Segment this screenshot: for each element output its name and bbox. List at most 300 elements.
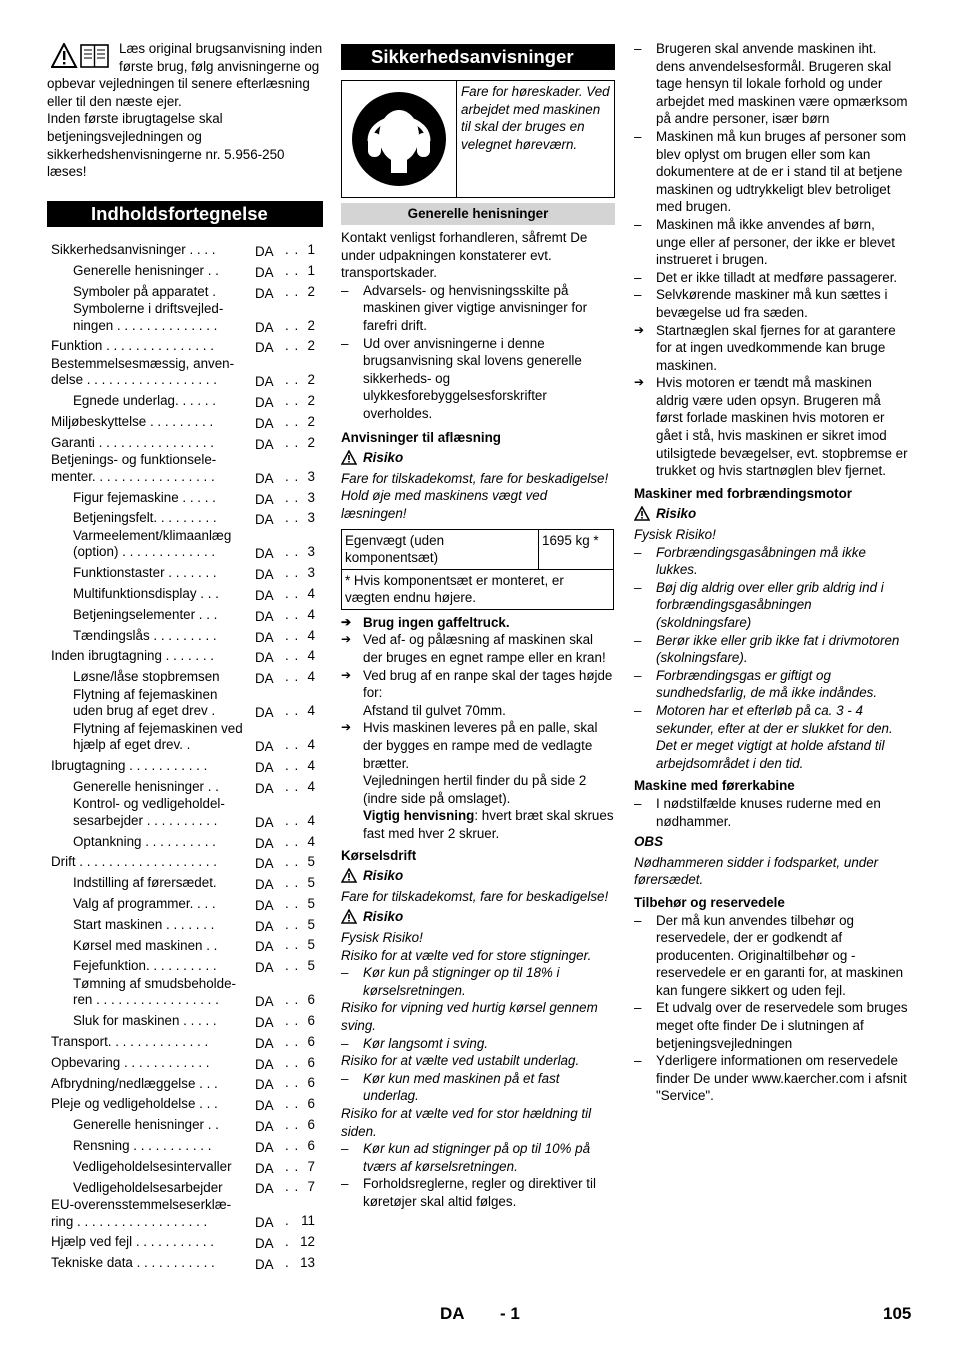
toc-entry-title: Tændingslås . . . . . . . . . [73,627,217,643]
toc-entry-title: Optankning . . . . . . . . . . [73,833,216,849]
risk-text: Risiko [363,909,404,925]
toc-entry[interactable] [47,873,323,894]
intro-text-2: Inden første ibrugtagelse skal betjeningsvejledningen og sikkerhedshenvisningerne nr. 5.956-250 læses! [47,111,285,180]
toc-entry[interactable] [47,956,323,977]
table-of-contents [47,240,323,1274]
toc-entry-lang: DA [255,835,274,851]
toc-entry-page: 2 [307,434,315,450]
drive-risk-5: Risiko for at vælte ved for stor hældning til siden. [341,1105,592,1139]
toc-entry-title: Inden ibrugtagning . . . . . . . [51,648,215,664]
toc-entry[interactable] [47,412,323,433]
toc-entry-title: Multifunktionsdisplay . . . [73,586,219,602]
hearing-text: Fare for høreskader. Ved arbejdet med maskinen til skal der bruges en velegnet høreværn. [461,84,610,152]
toc-entry[interactable] [47,336,323,357]
toc-entry[interactable] [47,756,323,777]
toc-entry[interactable] [47,1032,323,1053]
toc-entry-lang: DA [255,939,274,955]
toc-entry-title: Tømning af smudsbeholde-ren . . . . . . . . . . . . . . . . . [73,975,236,1008]
toc-entry[interactable] [47,605,323,626]
toc-leader: . . [285,1075,300,1091]
physical-risk: Fysisk Risiko! [634,527,716,543]
accessories-heading: Tilbehør og reservedele [634,894,785,910]
toc-entry-page: 1 [307,241,315,257]
toc-entry-page: 5 [307,937,315,953]
toc-entry[interactable] [47,1136,323,1157]
toc-entry-lang: DA [255,1160,274,1176]
hearing-box [341,80,615,198]
toc-leader: . . [285,393,300,409]
toc-entry-title: Tekniske data . . . . . . . . . . . [51,1255,215,1271]
toc-leader: . . [285,916,300,932]
instructions-text: Vejledningen hertil finder du på side 2 (indre side på omslaget). [363,773,587,806]
toc-entry-title: Fejefunktion. . . . . . . . . . [73,958,217,974]
toc-entry[interactable] [47,453,323,487]
toc-entry-lang: DA [255,374,274,390]
toc-leader: . . [285,317,300,333]
toc-entry-lang: DA [255,608,274,624]
toc-entry-page: 5 [307,854,315,870]
toc-entry-title: EU-overensstemmelseserklæ-ring . . . . . . . . . . . . . . . . . . [51,1197,232,1229]
unload-risk-1: Fare for tilskadekomst, fare for beskadigelse! [341,470,609,486]
risk-label [341,908,615,926]
toc-leader: . . [285,703,300,719]
toc-entry-title: Drift . . . . . . . . . . . . . . . . . . . [51,854,217,870]
toc-entry-lang: DA [255,567,274,583]
toc-entry-page: 2 [307,372,315,388]
toc-entry-page: 6 [307,1075,315,1091]
toc-entry[interactable] [47,487,323,508]
toc-entry[interactable] [47,1115,323,1136]
toc-entry[interactable] [47,625,323,646]
toc-entry-page: 4 [307,757,315,773]
toc-entry-lang: DA [255,918,274,934]
toc-entry-lang: DA [255,1035,274,1051]
toc-leader: . . [285,338,300,354]
toc-leader: . . [285,510,300,526]
list-item: – Yderligere informationen om reservedele finder De under www.kaercher.com i afsnit "Service". [634,1052,908,1105]
toc-entry-title: Bestemmelsesmæssig, anven-delse . . . . . . . . . . . . . . . . . . [51,355,235,388]
list-item: – Maskinen må ikke anvendes af børn, unge eller af personer, der ikke er blevet instrueret i brugen. [634,216,908,269]
intro-block [47,40,323,181]
toc-leader: . . [285,565,300,581]
toc-leader: . . [285,737,300,753]
toc-entry-title: Opbevaring . . . . . . . . . . . . [51,1054,210,1070]
toc-entry[interactable] [47,357,323,391]
toc-entry-title: Hjælp ved fejl . . . . . . . . . . . [51,1234,214,1250]
toc-entry-page: 6 [307,1117,315,1133]
list-item: – Brugeren skal anvende maskinen iht. dens anvendelsesformål. Brugeren skal tage hensyn til lokale forhold og under arbejdet med maskinen være opmærksom på andre personer, især børn [634,40,908,128]
toc-entry-page: 6 [307,992,315,1008]
toc-entry-title: Funktionstaster . . . . . . . [73,565,217,581]
toc-entry[interactable] [47,529,323,563]
pallet-text: Hvis maskinen leveres på en palle, skal der bygges en rampe med de vedlagte brætter. [363,720,598,771]
toc-entry-page: 2 [307,338,315,354]
toc-entry-lang: DA [255,994,274,1010]
toc-entry-lang: DA [255,415,274,431]
list-item: – Forbrændingsgasåbningen må ikke lukkes. [634,544,908,579]
toc-entry-lang: DA [255,1215,274,1231]
contact-text: Kontakt venligst forhandleren, såfremt De under udpakningen konstaterer evt. transportskader. [341,230,588,281]
toc-entry[interactable] [47,935,323,956]
list-item: – Kør kun på stigninger op til 18% i kørselsretningen. [341,964,615,999]
column-2 [341,44,615,1210]
list-item: – Det er ikke tilladt at medføre passagerer. [634,269,908,287]
toc-entry-page: 4 [307,669,315,685]
toc-leader: . . [285,372,300,388]
risk-label [341,867,615,885]
toc-leader: . [285,1234,290,1250]
toc-entry-title: Vedligeholdelsesarbejder [73,1179,223,1195]
weight-table [341,529,614,610]
toc-entry[interactable] [47,1156,323,1177]
toc-entry-lang: DA [255,1236,274,1252]
toc-leader: . . [285,992,300,1008]
toc-entry-lang: DA [255,1257,274,1273]
risk-text: Risiko [656,506,697,522]
obs-text: Nødhammeren sidder i fodsparket, under førersædet. [634,854,879,888]
toc-entry-title: Sikkerhedsanvisninger . . . . [51,242,216,258]
toc-entry-lang: DA [255,436,274,452]
toc-leader: . . [285,544,300,560]
warning-icon [341,868,357,883]
toc-entry-page: 4 [307,703,315,719]
toc-entry-page: 3 [307,510,315,526]
obs-label: OBS [634,834,664,850]
warning-manual-icon [51,43,111,69]
toc-entry[interactable] [47,281,323,302]
risk-text: Risiko [363,450,404,466]
toc-leader: . [285,1255,290,1271]
toc-entry-page: 6 [307,1054,315,1070]
toc-entry-title: Kørsel med maskinen . . [73,937,218,953]
toc-entry-title: Betjeningsfelt. . . . . . . . . [73,510,217,526]
unload-risk-2: Hold øje med maskinens vægt ved læsningen! [341,488,548,521]
unload-list [341,614,615,843]
list-item: ➔ Hvis motoren er tændt må maskinen aldrig være uden opsyn. Brugeren må først forlade maskinen hvis motoren er gået i stå, hvis maskinen er sikret imod utilsigtede bevægelser, evt. stopbremse er trukket og hvis startnøglen blev fjernet. [634,374,908,480]
list-item: ➔ Startnæglen skal fjernes for at garantere for at ingen uvedkommende kan bruge maskinen. [634,322,908,375]
toc-leader: . . [285,606,300,622]
toc-entry-lang: DA [255,319,274,335]
toc-entry-lang: DA [255,814,274,830]
list-item [341,719,615,842]
risk-label [341,449,615,467]
footer-page-number: 105 [883,1304,912,1323]
toc-leader: . . [285,1137,300,1153]
list-item: – Forbrændingsgas er giftigt og sundhedsfarlig, de må ikke indåndes. [634,667,908,702]
toc-entry-lang: DA [255,243,274,259]
toc-entry-page: 4 [307,812,315,828]
weight-label: Egenvægt (uden komponentsæt) [342,529,539,569]
toc-entry-lang: DA [255,759,274,775]
toc-entry[interactable] [47,1052,323,1073]
accessories-list [634,912,908,1106]
toc-entry-page: 6 [307,1013,315,1029]
toc-entry-lang: DA [255,856,274,872]
toc-leader: . . [285,627,300,643]
toc-leader: . . [285,468,300,484]
toc-entry[interactable] [47,1177,323,1198]
toc-entry[interactable] [47,914,323,935]
toc-entry[interactable] [47,977,323,1011]
toc-entry-title: Start maskinen . . . . . . . [73,916,215,932]
drive-risk-3: Risiko for vipning ved hurtig kørsel gennem sving. [341,1000,598,1033]
weight-note: * Hvis komponentsæt er monteret, er vægten endnu højere. [342,569,614,609]
toc-leader: . . [285,1096,300,1112]
list-item: ➔ Ved af- og pålæsning af maskinen skal der bruges en egnet rampe eller en kran! [341,631,615,666]
combustion-list [634,544,908,773]
toc-leader: . . [285,262,300,278]
toc-leader: . . [285,937,300,953]
toc-entry-title: Egnede underlag. . . . . . [73,393,216,409]
toc-entry-lang: DA [255,780,274,796]
toc-entry-page: 4 [307,606,315,622]
list-item [341,667,615,720]
toc-entry-page: 3 [307,544,315,560]
toc-entry[interactable] [47,797,323,831]
list-item: – Motoren har et efterløb på ca. 3 - 4 sekunder, efter at der er slukket for den. Det er meget vigtigt at holde afstand til arbejdsområdet i den tid. [634,702,908,772]
footer-page-label: - 1 [500,1304,520,1323]
toc-leader: . . [285,1054,300,1070]
toc-entry-title: Garanti . . . . . . . . . . . . . . . . [51,434,214,450]
toc-leader: . . [285,585,300,601]
toc-entry-lang: DA [255,340,274,356]
toc-entry-page: 5 [307,958,315,974]
toc-entry-lang: DA [255,395,274,411]
toc-leader: . . [285,875,300,891]
toc-entry-lang: DA [255,1181,274,1197]
toc-entry-lang: DA [255,470,274,486]
list-item: – Ud over anvisningerne i denne brugsanvisning skal lovens generelle sikkerheds- og ulykkesforebyggelsesforskrifter overholdes. [341,335,615,423]
toc-entry[interactable] [47,302,323,336]
toc-entry-page: 1 [307,262,315,278]
weight-value: 1695 kg * [539,529,614,569]
toc-entry-lang: DA [255,546,274,562]
list-item: – Advarsels- og henvisningsskilte på maskinen giver vigtige anvisninger for farefri drift. [341,282,615,335]
drive-risk-4: Risiko for at vælte ved ustabilt underlag. [341,1053,580,1069]
toc-entry-title: Symboler på apparatet . [73,283,216,299]
toc-entry[interactable] [47,391,323,412]
toc-entry-page: 2 [307,393,315,409]
important-text: : hvert bræt skal skrues fast med hver 2 skruer. [363,808,614,841]
toc-entry-lang: DA [255,897,274,913]
user-list [634,40,908,480]
toc-entry-title: Flytning af fejemaskinen uden brug af eget drev . [73,686,218,719]
toc-entry-title: Pleje og vedligeholdelse . . . [51,1096,218,1112]
toc-entry-lang: DA [255,705,274,721]
toc-leader: . . [285,854,300,870]
toc-entry-lang: DA [255,739,274,755]
important-label: Vigtig henvisning [363,808,475,824]
toc-entry-lang: DA [255,1139,274,1155]
toc-entry-page: 2 [307,413,315,429]
toc-leader: . . [285,413,300,429]
drive-heading: Kørselsdrift [341,847,417,863]
toc-entry-page: 12 [300,1234,315,1250]
list-item: – Selvkørende maskiner må kun sættes i bevægelse ud fra sæden. [634,286,908,321]
drive-list-3 [341,1070,615,1105]
toc-entry-title: Afbrydning/nedlæggelse . . . [51,1075,218,1091]
toc-entry-title: Valg af programmer. . . . [73,895,216,911]
list-item: – Kør kun med maskinen på et fast underlag. [341,1070,615,1105]
distance-text: Afstand til gulvet 70mm. [363,702,506,718]
toc-entry-lang: DA [255,1119,274,1135]
drive-list-1 [341,964,615,999]
toc-entry[interactable] [47,508,323,529]
toc-leader: . . [285,283,300,299]
toc-leader: . . [285,434,300,450]
toc-leader: . . [285,648,300,664]
toc-entry-page: 5 [307,895,315,911]
toc-entry[interactable] [47,667,323,688]
risk-label [634,505,908,523]
toc-entry-title: Generelle henisninger . . [73,262,219,278]
toc-entry-title: Sluk for maskinen . . . . . [73,1013,217,1029]
toc-entry-lang: DA [255,960,274,976]
toc-entry[interactable] [47,240,323,261]
toc-entry[interactable] [47,1011,323,1032]
toc-leader: . . [285,757,300,773]
toc-leader: . . [285,833,300,849]
toc-entry-title: Varmeelement/klimaanlæg (option) . . . . . . . . . . . . . [73,527,232,560]
toc-entry-page: 3 [307,489,315,505]
column-3 [634,40,908,1105]
toc-entry-page: 6 [307,1096,315,1112]
toc-entry-page: 2 [307,283,315,299]
toc-entry-page: 6 [307,1033,315,1049]
toc-leader: . . [285,1013,300,1029]
toc-entry-page: 4 [307,585,315,601]
toc-entry[interactable] [47,1094,323,1115]
general-subheading: Generelle henisninger [341,203,615,225]
toc-entry-page: 5 [307,916,315,932]
toc-entry-title: Figur fejemaskine . . . . . [73,489,216,505]
toc-entry-lang: DA [255,587,274,603]
toc-leader: . . [285,812,300,828]
toc-entry-lang: DA [255,491,274,507]
toc-entry-lang: DA [255,629,274,645]
risk-text: Risiko [363,868,404,884]
warning-icon [341,909,357,924]
toc-entry[interactable] [47,777,323,798]
intro-text: Læs original brugsanvisning inden første brug, følg anvisningerne og opbevar vejledningen til senere efterlæsning eller til den næste ejer. [47,41,323,109]
cab-heading: Maskine med førerkabine [634,778,795,794]
toc-entry-lang: DA [255,285,274,301]
toc-leader: . [285,1213,290,1229]
toc-entry-page: 4 [307,648,315,664]
toc-entry-title: Transport. . . . . . . . . . . . . . [51,1033,209,1049]
toc-entry-page: 3 [307,565,315,581]
toc-entry-page: 7 [307,1179,315,1195]
toc-leader: . . [285,778,300,794]
toc-entry[interactable] [47,1232,323,1253]
toc-heading: Indholdsfortegnelse [47,201,323,227]
warning-icon [634,506,650,521]
toc-entry-lang: DA [255,1056,274,1072]
drive-list-2 [341,1035,615,1053]
toc-entry[interactable] [47,831,323,852]
hearing-protection-icon [342,81,456,197]
toc-entry-page: 4 [307,737,315,753]
toc-entry-page: 5 [307,875,315,891]
toc-leader: . . [285,489,300,505]
toc-leader: . . [285,669,300,685]
toc-leader: . . [285,241,300,257]
list-item: ➔ Brug ingen gaffeltruck. [341,614,615,632]
toc-leader: . . [285,1117,300,1133]
toc-entry[interactable] [47,433,323,454]
list-item: – Berør ikke eller grib ikke fat i drivmotoren (skolningsfare). [634,632,908,667]
toc-entry[interactable] [47,894,323,915]
toc-entry-page: 2 [307,317,315,333]
list-item: – Kør langsomt i sving. [341,1035,615,1053]
toc-entry[interactable] [47,722,323,756]
toc-entry-lang: DA [255,1015,274,1031]
toc-entry-title: Vedligeholdelsesintervaller [73,1158,232,1174]
drive-risk-2b: Risiko for at vælte ved for store stigninger. [341,947,592,963]
toc-entry-title: Løsne/låse stopbremsen [73,669,220,685]
safety-heading: Sikkerhedsanvisninger [341,44,615,70]
toc-entry-page: 3 [307,468,315,484]
unload-heading: Anvisninger til aflæsning [341,429,501,445]
toc-entry-title: Betjeningselementer . . . [73,606,218,622]
toc-entry-page: 11 [301,1213,315,1229]
intro-icons [51,43,111,69]
toc-entry-title: Rensning . . . . . . . . . . . [73,1137,212,1153]
toc-entry[interactable] [47,646,323,667]
warning-icon [341,450,357,465]
drive-risk-2a: Fysisk Risiko! [341,929,423,945]
toc-entry-lang: DA [255,512,274,528]
toc-entry-page: 4 [307,778,315,794]
toc-entry-lang: DA [255,264,274,280]
list-item: – Et udvalg over de reservedele som bruges meget ofte finder De i slutningen af betjeningsvejledningen [634,999,908,1052]
list-item: – Kør kun ad stigninger på op til 10% på tværs af kørselsretningen. [341,1140,615,1175]
toc-entry-title: Generelle henisninger . . [73,1117,219,1133]
combustion-heading: Maskiner med forbrændingsmotor [634,485,852,501]
toc-entry-lang: DA [255,1077,274,1093]
toc-entry-lang: DA [255,1098,274,1114]
toc-entry[interactable] [47,261,323,282]
list-item: – Bøj dig aldrig over eller grib aldrig ind i forbrændingsgasåbningen (skoldningsfare) [634,579,908,632]
drive-list-4 [341,1140,615,1210]
toc-entry[interactable] [47,584,323,605]
toc-entry[interactable] [47,1253,323,1274]
toc-leader: . . [285,1158,300,1174]
toc-entry-page: 4 [307,833,315,849]
toc-entry-title: Kontrol- og vedligeholdel-sesarbejder . . . . . . . . . . [73,796,225,828]
toc-entry-title: Miljøbeskyttelse . . . . . . . . . [51,414,214,430]
toc-entry-page: 7 [307,1158,315,1174]
toc-entry[interactable] [47,563,323,584]
general-list [341,282,615,423]
list-item: – Forholdsreglerne, regler og direktiver til køretøjer skal altid følges. [341,1175,615,1210]
toc-entry[interactable] [47,1198,323,1232]
toc-entry-title: Flytning af fejemaskinen ved hjælp af eget drev. . [73,720,243,753]
toc-entry-title: Funktion . . . . . . . . . . . . . . . [51,338,214,354]
toc-entry[interactable] [47,1073,323,1094]
toc-entry-title: Ibrugtagning . . . . . . . . . . . [51,758,208,773]
toc-entry[interactable] [47,688,323,722]
toc-entry[interactable] [47,852,323,873]
list-item: – Maskinen må kun bruges af personer som blev oplyst om brugen eller som kan dokumentere at de er i stand til at betjene maskinen og udtrykkeligt blev betroliget med brugen. [634,128,908,216]
toc-entry-page: 6 [307,1137,315,1153]
ramp-text: Ved brug af en ranpe skal der tages højde for: [363,667,613,701]
toc-entry-title: Symbolerne i driftsvejled-ningen . . . . . . . . . . . . . . [73,301,224,333]
list-item: – Der må kun anvendes tilbehør og reservedele, der er godkendt af producenten. Originaltilbehør og -reservedele er en garanti for, at maskinen kan fungere sikkert og uden fejl. [634,912,908,1000]
list-item: – I nødstilfælde knuses ruderne med en nødhammer. [634,795,908,830]
toc-leader: . . [285,1033,300,1049]
toc-entry-title: Generelle henisninger . . [73,778,219,794]
